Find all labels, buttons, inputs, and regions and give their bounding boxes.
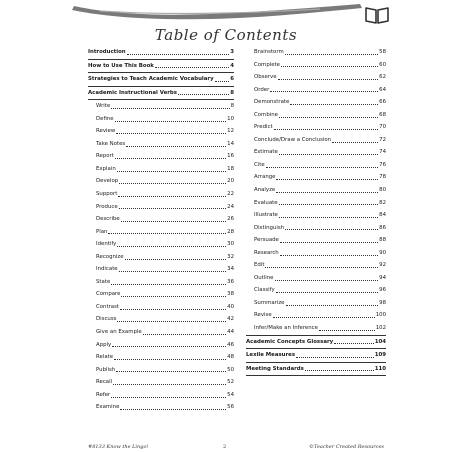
toc-entry-label: Research [254, 249, 279, 256]
toc-entry-page: 96 [379, 287, 386, 294]
page-footer [0, 444, 452, 452]
dot-leader [126, 146, 226, 147]
toc-entry-label: Revise [254, 312, 272, 319]
toc-entry-page: 84 [379, 212, 386, 219]
dot-leader [265, 267, 378, 268]
dot-leader [290, 104, 378, 105]
toc-entry-page: 76 [379, 161, 386, 168]
dot-leader [143, 334, 226, 335]
toc-verb-entry [88, 339, 234, 352]
toc-entry-page: 94 [379, 274, 386, 281]
toc-verb-entry [88, 213, 234, 226]
toc-entry-page: 54 [227, 391, 234, 398]
dot-leader [278, 79, 379, 80]
dot-leader [285, 54, 378, 55]
toc-entry-label: Complete [254, 61, 280, 68]
toc-entry-page: 24 [227, 203, 234, 210]
toc-verb-entry [246, 159, 386, 172]
dot-leader [178, 94, 229, 95]
toc-entry-label: Develop [96, 178, 119, 185]
toc-entry-page: 56 [227, 404, 234, 411]
dot-leader [215, 81, 230, 82]
toc-verb-entry [88, 288, 234, 301]
toc-entry-label: Compare [96, 291, 121, 298]
toc-entry-label: Lexile Measures [246, 352, 296, 359]
toc-verb-entry [88, 226, 234, 239]
dot-leader [120, 409, 226, 410]
toc-entry-page: 98 [379, 299, 386, 306]
dot-leader [319, 330, 375, 331]
toc-entry-page: 86 [379, 224, 386, 231]
toc-entry-page: 78 [379, 174, 386, 181]
footer-publisher: ©Teacher Created Resources [309, 444, 384, 450]
toc-entry-page: 40 [227, 303, 234, 310]
toc-section-entry [88, 73, 234, 86]
dot-leader [121, 221, 226, 222]
dot-leader [279, 154, 378, 155]
toc-entry-label: Introduction [88, 49, 126, 55]
dot-leader [285, 229, 378, 230]
toc-entry-label: Review [96, 128, 116, 135]
toc-entry-label: Academic Instructional Verbs [88, 89, 177, 96]
toc-entry-label: Summarize [254, 299, 285, 306]
toc-verb-entry [88, 313, 234, 326]
toc-verb-entry [246, 284, 386, 297]
dot-leader [117, 171, 226, 172]
footer-book-id: #8133 Know the Lingo! [88, 444, 149, 450]
dot-leader [279, 117, 378, 118]
toc-section-entry [246, 363, 386, 376]
dot-leader [155, 67, 229, 68]
toc-entry-page: 38 [227, 291, 234, 298]
dot-leader [119, 208, 226, 209]
toc-entry-page: 58 [379, 49, 386, 55]
dot-leader [115, 121, 227, 122]
toc-entry-label: Demonstrate [254, 99, 290, 106]
toc-entry-label: Give an Example [96, 329, 142, 336]
toc-entry-page: 80 [379, 187, 386, 194]
toc-verb-entry [246, 184, 386, 197]
toc-entry-label: Plan [96, 228, 108, 235]
toc-section-entry [88, 87, 234, 100]
toc-verb-entry [246, 59, 386, 72]
toc-verb-entry [88, 326, 234, 339]
toc-verb-entry [88, 263, 234, 276]
toc-entry-page: 6 [230, 76, 234, 83]
toc-entry-label: Brainstorm [254, 49, 284, 55]
toc-verb-entry [88, 138, 234, 151]
toc-verb-entry [88, 238, 234, 251]
toc-verb-entry [246, 234, 386, 247]
dot-leader [279, 204, 379, 205]
toc-entry-page: 3 [230, 49, 234, 55]
dot-leader [280, 255, 378, 256]
toc-entry-label: Persuade [254, 237, 279, 244]
toc-entry-label: Support [96, 191, 118, 198]
toc-entry-label: Take Notes [96, 140, 126, 147]
toc-entry-page: 10 [227, 115, 234, 122]
section-divider [246, 375, 386, 376]
dot-leader [111, 397, 226, 398]
toc-verb-entry [88, 100, 234, 113]
toc-entry-page: 66 [379, 99, 386, 106]
toc-verb-entry [88, 150, 234, 163]
toc-entry-page: 62 [379, 74, 386, 81]
toc-verb-entry [246, 209, 386, 222]
toc-verb-entry [88, 364, 234, 377]
toc-entry-page: 28 [227, 228, 234, 235]
toc-entry-label: Observe [254, 74, 277, 81]
dot-leader [276, 179, 378, 180]
toc-verb-entry [246, 297, 386, 310]
toc-entry-page: 32 [227, 253, 234, 260]
toc-entry-page: 104 [374, 338, 386, 345]
toc-entry-label: Report [96, 153, 114, 160]
toc-entry-label: Indicate [96, 266, 118, 273]
dot-leader [332, 142, 378, 143]
toc-verb-entry [88, 163, 234, 176]
dot-leader [279, 217, 378, 218]
toc-verb-entry [88, 401, 234, 414]
dot-leader [266, 167, 378, 168]
toc-entry-label: Relate [96, 354, 114, 361]
dot-leader [296, 357, 374, 358]
toc-verb-entry [246, 171, 386, 184]
toc-entry-page: 90 [379, 249, 386, 256]
toc-entry-label: Arrange [254, 174, 276, 181]
toc-verb-entry [88, 251, 234, 264]
toc-entry-label: Recall [96, 379, 113, 386]
toc-entry-page: 8 [230, 103, 234, 110]
toc-entry-page: 48 [227, 354, 234, 361]
toc-entry-label: Apply [96, 341, 112, 348]
dot-leader [273, 317, 375, 318]
toc-entry-label: Recognize [96, 253, 124, 260]
toc-verb-entry [246, 247, 386, 260]
toc-entry-label: Outline [254, 274, 274, 281]
dot-leader [113, 384, 226, 385]
toc-verb-entry [246, 322, 386, 335]
toc-entry-label: Predict [254, 124, 273, 131]
toc-entry-label: Refer [96, 391, 111, 398]
dot-leader [108, 233, 226, 234]
toc-entry-page: 88 [379, 237, 386, 244]
dot-leader [116, 371, 226, 372]
toc-entry-page: 30 [227, 241, 234, 248]
toc-entry-label: Identify [96, 241, 117, 248]
toc-verb-entry [88, 276, 234, 289]
toc-section-entry [88, 46, 234, 59]
dot-leader [117, 246, 226, 247]
dot-leader [119, 183, 226, 184]
dot-leader [286, 305, 379, 306]
dot-leader [117, 321, 226, 322]
dot-leader [112, 346, 226, 347]
toc-entry-label: State [96, 278, 111, 285]
dot-leader [127, 54, 230, 55]
toc-verb-entry [88, 188, 234, 201]
dot-leader [121, 296, 226, 297]
toc-entry-page: 68 [379, 111, 386, 118]
dot-leader [280, 242, 378, 243]
toc-verb-entry [246, 222, 386, 235]
toc-verb-entry [88, 125, 234, 138]
toc-section-entry [246, 336, 386, 349]
toc-entry-label: Describe [96, 216, 120, 223]
dot-leader [111, 284, 226, 285]
toc-verb-entry [88, 301, 234, 314]
toc-entry-page: 44 [227, 329, 234, 336]
toc-entry-label: Discuss [96, 316, 117, 323]
toc-entry-page: 109 [374, 352, 386, 359]
page-title: Table of Contents [154, 26, 298, 44]
toc-left-column [88, 46, 234, 414]
dot-leader [120, 309, 226, 310]
toc-verb-entry [246, 146, 386, 159]
dot-leader [125, 259, 227, 260]
toc-verb-entry [246, 134, 386, 147]
toc-verb-entry [246, 84, 386, 97]
toc-entry-page: 70 [379, 124, 386, 131]
toc-verb-entry [88, 175, 234, 188]
open-book-icon [364, 1, 390, 27]
dot-leader [275, 280, 379, 281]
dot-leader [334, 343, 374, 344]
toc-entry-page: 52 [227, 379, 234, 386]
toc-entry-page: 4 [230, 62, 234, 69]
toc-entry-page: 18 [227, 165, 234, 172]
toc-entry-page: 42 [227, 316, 234, 323]
toc-verb-entry [246, 46, 386, 59]
toc-entry-page: 36 [227, 278, 234, 285]
toc-verb-entry [246, 259, 386, 272]
toc-entry-label: Produce [96, 203, 118, 210]
toc-entry-label: Define [96, 115, 114, 122]
toc-entry-label: Estimate [254, 149, 278, 156]
toc-entry-label: Conclude/Draw a Conclusion [254, 136, 332, 143]
toc-entry-page: 100 [375, 312, 386, 319]
dot-leader [270, 91, 378, 92]
toc-entry-label: Combine [254, 111, 278, 118]
toc-entry-label: Publish [96, 366, 116, 373]
toc-verb-entry [88, 201, 234, 214]
toc-verb-entry [246, 309, 386, 322]
brush-stroke-header-decoration [70, 2, 365, 20]
toc-entry-label: Infer/Make an Inference [254, 325, 318, 332]
toc-verb-entry [246, 197, 386, 210]
toc-entry-label: How to Use This Book [88, 62, 154, 69]
toc-entry-page: 60 [379, 61, 386, 68]
toc-entry-page: 22 [227, 191, 234, 198]
dot-leader [274, 129, 379, 130]
footer-page-number: 2 [223, 444, 227, 450]
toc-entry-page: 110 [374, 365, 386, 372]
toc-entry-label: Analyze [254, 187, 276, 194]
toc-verb-entry [246, 96, 386, 109]
dot-leader [305, 370, 374, 371]
toc-entry-label: Distinguish [254, 224, 285, 231]
toc-entry-page: 20 [227, 178, 234, 185]
toc-entry-label: Meeting Standards [246, 365, 304, 372]
toc-entry-page: 14 [227, 140, 234, 147]
dot-leader [111, 108, 229, 109]
toc-entry-page: 102 [375, 325, 386, 332]
toc-entry-page: 64 [379, 86, 386, 93]
toc-verb-entry [246, 71, 386, 84]
dot-leader [114, 359, 226, 360]
toc-entry-label: Classify [254, 287, 275, 294]
toc-entry-label: Examine [96, 404, 120, 411]
toc-section-entry [246, 349, 386, 362]
toc-entry-page: 82 [379, 199, 386, 206]
toc-entry-page: 16 [227, 153, 234, 160]
toc-verb-entry [88, 389, 234, 402]
toc-section-entry [88, 60, 234, 73]
toc-entry-page: 46 [227, 341, 234, 348]
toc-entry-label: Order [254, 86, 270, 93]
toc-entry-label: Strategies to Teach Academic Vocabulary [88, 76, 214, 83]
toc-entry-page: 12 [227, 128, 234, 135]
toc-verb-entry [246, 109, 386, 122]
dot-leader [281, 66, 378, 67]
toc-entry-label: Write [96, 103, 111, 110]
toc-verb-entry [246, 272, 386, 285]
toc-verb-entry [88, 351, 234, 364]
toc-right-column [246, 46, 386, 376]
toc-entry-label: Academic Concepts Glossary [246, 338, 334, 345]
toc-entry-label: Illustrate [254, 212, 278, 219]
toc-entry-page: 8 [230, 89, 234, 96]
dot-leader [116, 133, 226, 134]
dot-leader [119, 271, 227, 272]
toc-entry-label: Contrast [96, 303, 120, 310]
toc-verb-entry [246, 121, 386, 134]
toc-entry-page: 34 [227, 266, 234, 273]
toc-entry-page: 50 [227, 366, 234, 373]
toc-entry-label: Edit [254, 262, 265, 269]
toc-entry-label: Explain [96, 165, 116, 172]
toc-entry-page: 74 [379, 149, 386, 156]
dot-leader [276, 192, 378, 193]
toc-verb-entry [88, 113, 234, 126]
toc-entry-label: Cite [254, 161, 265, 168]
dot-leader [115, 158, 226, 159]
dot-leader [118, 196, 226, 197]
toc-entry-page: 26 [227, 216, 234, 223]
toc-verb-entry [88, 376, 234, 389]
toc-entry-page: 92 [379, 262, 386, 269]
dot-leader [276, 292, 378, 293]
toc-entry-page: 72 [379, 136, 386, 143]
toc-entry-label: Evaluate [254, 199, 278, 206]
